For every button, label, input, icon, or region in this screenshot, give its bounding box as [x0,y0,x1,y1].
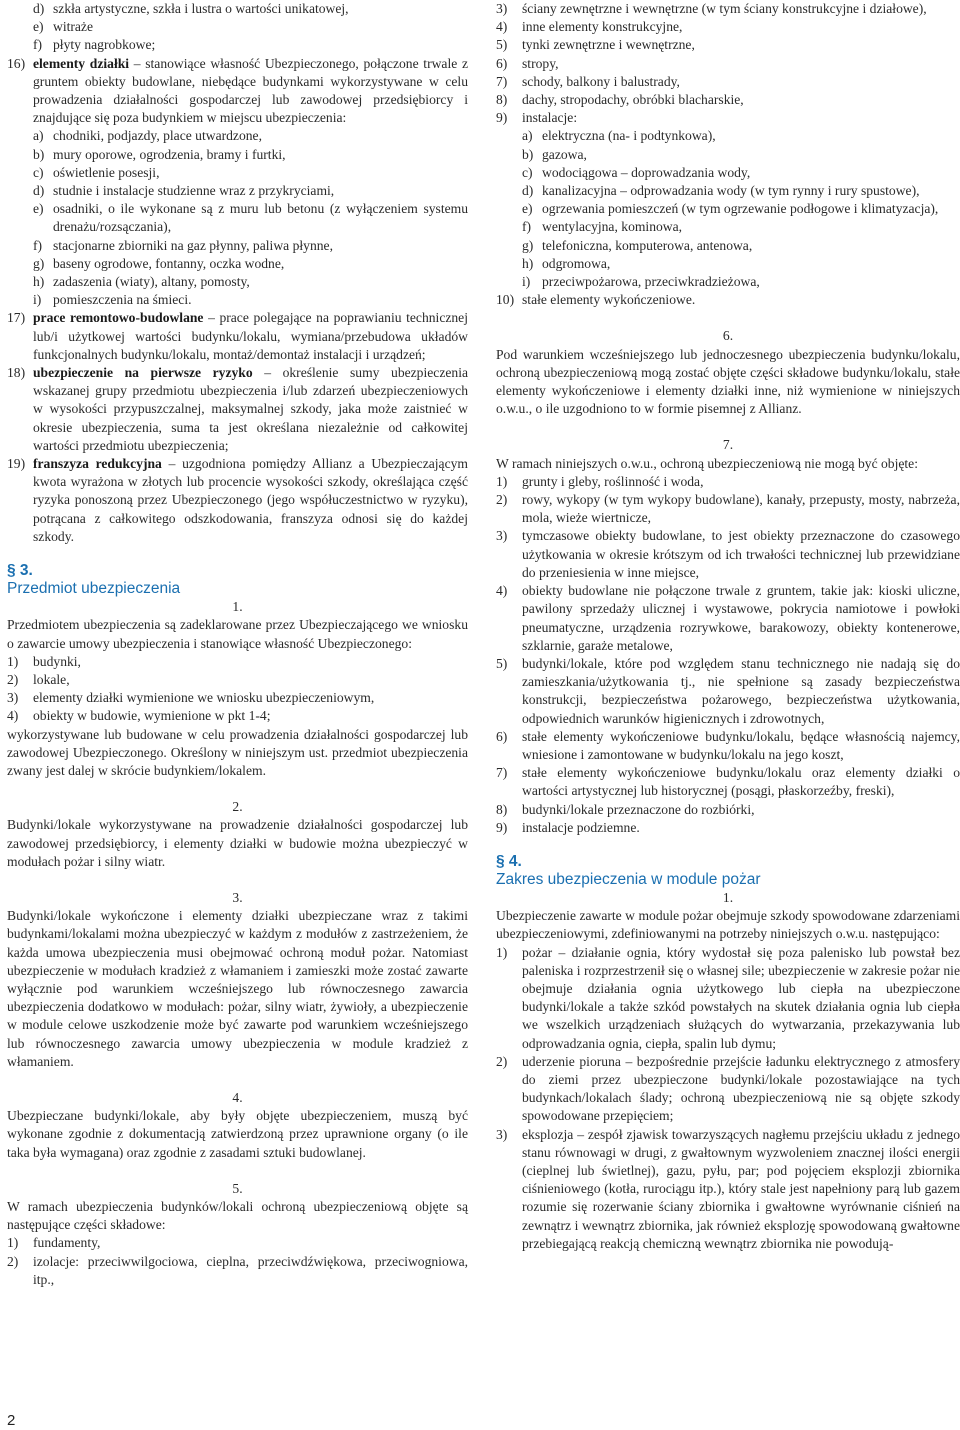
list-item [496,582,960,655]
paragraph-number: 5. [232,1180,243,1196]
item-text: wentylacyjna, kominowa, [542,219,683,235]
item-text: tynki zewnętrzne i wewnętrzne, [522,37,695,53]
paragraph-text: Przedmiotem ubezpieczenia są zadeklarowane przez Ubezpieczającego we wniosku o zawarcie umowy ubezpieczenia i stanowiące własność Ubezpieczonego: [7,617,468,651]
item-text: pożar – działanie ognia, który wydostał się poza palenisko lub powstał bez paleniska i rozprzestrzenił się o własnej sile; ubezpieczenie w zakresie pożar nie obejmuje działania ognia użytkowego lub ciepła na ubezpieczone budynki/lokale a także szkód powstałych na skutek działania ognia lub ciepła we wszelkich urządzeniach służących do wytwarzania, przekazywania lub odprowadzania ognia, ciepła, spalin lub dymu; [522,944,960,1051]
paragraph-text: wykorzystywane lub budowane w celu prowadzenia działalności gospodarczej lub zawodowej Ubezpieczonego. Określony w niniejszym ust. przedmiot ubezpieczenia zwany jest dalej w skrócie budynkiem/lokalem. [7,726,468,778]
list-item [496,655,960,728]
item-text: stacjonarne zbiorniki na gaz płynny, paliwa płynne, [53,237,333,253]
section-number: § 3. [7,562,33,580]
list-item [496,200,960,218]
list-item [7,1253,468,1289]
def-term: elementy działki [33,55,130,71]
item-text: dachy, stropodachy, obróbki blacharskie, [522,92,744,108]
left-column [7,0,468,1289]
list-item [496,36,960,54]
def-number: 16) [7,55,26,71]
item-text: obiekty budowlane nie połączone trwale z gruntem, takie jak: kioski uliczne, pawilony sprzedaży ulicznej i wystawowe, pokrycia namiotowe i powłoki pneumatyczne, urządzenia rozrywkowe, barakowozy, obiekty kontenerowe, szklarnie, garaże metalowe, [522,583,960,653]
paragraph-number: 1. [232,599,243,615]
item-number: 2) [496,492,508,508]
paragraph-text: Ubezpieczenie zawarte w module pożar obejmuje szkody spowodowane zdarzeniami ubezpieczeniowymi, zdefiniowanymi na potrzeby niniejszych o.w.u. następująco: [496,908,960,942]
item-number: 1) [7,1235,19,1251]
paragraph-text: Pod warunkiem wcześniejszego lub jednoczesnego ubezpieczenia budynku/lokalu, ochroną ubezpieczeniową mogą zostać objęte części składowe budynku/lokalu, stałe elementy wykończeniowe i elementy działki inne, niż wymienione w niniejszych o.w.u., o ile uzgodniono to w formie pisemnej z Allianz. [496,346,960,417]
item-number: c) [33,164,44,180]
item-text: fundamenty, [33,1235,101,1251]
item-number: a) [33,128,44,144]
right-column [496,0,960,1253]
item-number: b) [522,146,534,162]
item-number: 3) [496,1126,508,1142]
list-item [7,200,468,236]
s5-items-continued [496,0,960,127]
item-number: d) [522,183,534,199]
item-text: odgromowa, [542,255,611,271]
item-number: g) [522,237,534,253]
definition-18 [7,364,468,455]
item-text: schody, balkony i balustrady, [522,73,680,89]
item-number: f) [33,237,43,253]
item-number: d) [33,183,45,199]
item-text: eksplozja – zespół zjawisk towarzyszących nagłemu przejściu układu z jednego stanu równowagi w drugi, z gwałtownym wyzwoleniem znacznej ilości energii (cieplnej lub świetlnej), gazu, pyłu, par; pod pojęciem eksplozji zbiornika ciśnieniowego (kotła, rurociągu itp.), który stale jest napełniony parą lub gazem rozumie się rozerwanie ściany zbiornika i gwałtowne wyrównanie ciśnień na zewnątrz i wewnątrz zbiornika, jak również eksplozję spowodowaną gwałtowne przebiegającą reakcją chemiczną wewnątrz zbiornika nie powodują- [522,1126,960,1251]
list-item [496,1126,960,1253]
paragraph-number: 6. [722,328,734,344]
item-text: rowy, wykopy (w tym wykopy budowlane), kanały, przepusty, mosty, nabrzeża, mola, wieże wiertnicze, [522,492,960,526]
list-item [7,237,468,255]
item-number: i) [522,274,531,290]
item-text: telefoniczna, komputerowa, antenowa, [542,237,753,253]
list-item [7,18,468,36]
item-number: 4) [496,583,508,599]
list-item [7,653,468,671]
item-number: e) [33,19,44,35]
list-item [496,146,960,164]
item-number: 3) [7,690,19,706]
z1-items-list [496,944,960,1253]
list-item [496,237,960,255]
def-text: – określenie sumy ubezpieczenia wskazanej grupy przedmiotu ubezpieczenia i/lub zdarzeń ubezpieczeniowych w wysokości przypuszczalnej, maksymalnej szkody, jaka może zaistnieć w okresie ubezpieczenia, suma ta jest określana niezależnie od całkowitej wartości przedmiotu ubezpieczenia; [33,365,469,453]
list-item [496,18,960,36]
item-number: 4) [496,19,508,35]
item-text: elementy działki wymienione we wniosku ubezpieczeniowym, [33,690,375,706]
item-text: budynki/lokale, które pod względem stanu technicznego nie nadają się do zamieszkania/użytkowania tj., nie spełnione są zasady bezpieczeństwa konstrukcji, bezpieczeństwa pożarowego, bezpieczeństwa użytkowania, odpowiednich warunków higienicznych i zdrowotnych, [522,655,960,726]
item-text: witraże [53,19,93,35]
item-number: f) [33,37,43,53]
list-item [7,146,468,164]
item-text: stałe elementy wykończeniowe budynku/lokalu, będące własnością najemcy, wniesione i zamontowane w budynku/lokalu na jego koszt, [522,728,960,762]
item-text: szkła artystyczne, szkła i lustra o wartości unikatowej, [53,1,349,16]
item-text: grunty i gleby, roślinność i woda, [522,473,704,489]
def-term: franszyza redukcyjna [33,456,162,472]
list-item [7,707,468,725]
def-text: – stanowiące własność Ubezpieczonego, połączone trwale z gruntem obiekty budowlane, niebędące budynkami wykorzystywane w celu prowadzenia działalności gospodarczej lub zawodowej przedsiębiorcy i znajdujące się poza budynkiem w miejscu ubezpieczenia: [33,55,468,126]
list-item [7,671,468,689]
item-text: instalacje podziemne. [522,819,640,835]
item-text: inne elementy konstrukcyjne, [522,19,683,35]
list-item [496,473,960,491]
paragraph-number: 1. [722,889,734,905]
item-text: pomieszczenia na śmieci. [53,292,192,308]
paragraph-number: 4. [232,1089,243,1105]
item-text: przeciwpożarowa, przeciwkradzieżowa, [542,274,760,290]
item-text: kanalizacyjna – odprowadzania wody (w tym rynny i rury spustowe), [542,183,920,199]
s7-items-list [496,473,960,837]
item-text: stałe elementy wykończeniowe budynku/lokalu oraz elementy działki o wartości artystycznej lub historycznej (posągi, płaskorzeźby, freski), [522,765,960,799]
item-text: uderzenie pioruna – bezpośrednie przejście ładunku elektrycznego z atmosfery do ziemi przez ubezpieczone budynki/lokale pozostawiające na tych budynkach/lokalach ślady; ochroną ubezpieczeniową nie są objęte szkody spowodowane przepięciem; [522,1053,960,1124]
item-text: wodociągowa – doprowadzania wody, [542,164,751,180]
def-term: ubezpieczenie na pierwsze ryzyko [33,365,253,381]
section-title: Zakres ubezpieczenia w module pożar [496,870,761,888]
list-item [7,291,468,309]
list-item [7,1234,468,1252]
item-number: 9) [496,110,508,126]
item-text: ogrzewania pomieszczeń (w tym ogrzewanie podłogowe i klimatyzacja), [542,201,939,217]
item-number: e) [33,201,44,217]
section-title: Przedmiot ubezpieczenia [7,580,181,598]
item-number: d) [33,1,45,16]
item-text: tymczasowe obiekty budowlane, to jest obiekty przeznaczone do czasowego użytkowania w okresie krótszym od ich trwałości technicznej lub przewidziane do przeniesienia w inne miejsce, [522,528,960,580]
definition-19 [7,455,468,546]
paragraph-text: Budynki/lokale wykończone i elementy działki ubezpieczane wraz z takimi budynkami/lokalami można ubezpieczyć w każdym z modułów z zastrzeżeniem, że każda umowa ubezpieczenia musi obejmować ochroną moduł pożar. Natomiast ubezpieczenie w modułach kradzież z włamaniem i zamieszki może zostać zawarte wyłącznie pod warunkiem wcześniejszego lub równoczesnego zawarcia ubezpieczenia dodatkowo w modułach: pożar, silny wiatr, żywioły, a ubezpieczenie w module celowe uszkodzenie może być zawarte pod warunkiem wcześniejszego lub równoczesnego zawarcia umowy ubezpieczenia w module kradzież z włamaniem. [7,908,468,1069]
list-item [496,182,960,200]
paragraph-text: Budynki/lokale wykorzystywane na prowadzenie działalności gospodarczej lub zawodowej przedsiębiorcy, i elementy działki w budowie można ubezpieczyć w modułach pożar i silny wiatr. [7,817,468,869]
list-item [496,73,960,91]
list-item [7,164,468,182]
item-text: zadaszenia (wiaty), altany, pomosty, [53,274,250,290]
list-item [496,764,960,800]
item-text: chodniki, podjazdy, place utwardzone, [53,128,262,144]
item-text: budynki, [33,653,81,669]
item-text: mury oporowe, ogrodzenia, bramy i furtki, [53,146,286,162]
paragraph-number: 7. [722,437,734,453]
item-text: stropy, [522,55,559,71]
list-item [496,819,960,837]
list-item [496,218,960,236]
item-number: h) [522,255,534,271]
installation-subitems [496,127,960,291]
paragraph-number: 3. [232,889,243,905]
list-item [496,164,960,182]
item-text: płyty nagrobkowe; [53,37,156,53]
paragraph-text: W ramach ubezpieczenia budynków/lokali ochroną ubezpieczeniową objęte są następujące części składowe: [7,1198,468,1233]
def-number: 18) [7,365,26,381]
item-number: b) [33,146,45,162]
list-item [496,491,960,527]
item-number: 3) [496,528,508,544]
list-item [496,728,960,764]
item-number: 5) [496,37,508,53]
paragraph-text: W ramach niniejszych o.w.u., ochroną ubezpieczeniową nie mogą być objęte: [496,455,918,471]
item-number: 9) [496,819,508,835]
item-number: 5) [496,655,508,671]
list-item [496,527,960,582]
item-number: f) [522,219,532,235]
item-number: h) [33,274,45,290]
item-text: izolacje: przeciwwilgociowa, cieplna, przeciwdźwiękowa, przeciwogniowa, itp., [33,1253,468,1287]
list-item [7,127,468,145]
def-number: 19) [7,456,26,472]
paragraph-number: 2. [232,799,243,815]
list-item [7,273,468,291]
item-number: 3) [496,1,508,16]
item-number: 7) [496,765,508,781]
def-number: 17) [7,310,26,326]
list-item [496,91,960,109]
item-number: 6) [496,728,508,744]
list-item [7,689,468,707]
def-term: prace remontowo-budowlane [33,310,204,326]
page-number: 2 [7,1412,16,1429]
list-item [7,182,468,200]
item-number: 1) [496,944,508,960]
item-text: studnie i instalacje studzienne wraz z przykryciami, [53,183,335,199]
item-number: 2) [496,1053,508,1069]
top-items-list [7,0,468,55]
list-item [7,36,468,54]
paragraph-text: Ubezpieczane budynki/lokale, aby były objęte ubezpieczeniem, muszą być wykonane zgodnie z dokumentacją zatwierdzoną przez uprawnione organy (o ile taka była wymagana) oraz zgodnie z zasadami sztuki budowlanej. [7,1108,468,1160]
item-number: i) [33,292,42,308]
s5-items-list [7,1234,468,1289]
item-text: oświetlenie posesji, [53,164,160,180]
item-text: baseny ogrodowe, fontanny, oczka wodne, [53,255,285,271]
list-item [496,1053,960,1126]
item-number: c) [522,164,533,180]
list-item [496,109,960,127]
item-number: e) [522,201,533,217]
def-text: – uzgodniona pomiędzy Allianz a Ubezpieczającym kwota wyrażona w złotych lub procencie wysokości szkody, określająca część ryzyka ponoszoną przez Ubezpieczonego (jego współuczestnictwo w ryzyku), potrącana z całkowitego odszkodowania, franszyza odnosi się do każdej szkody. [33,456,468,544]
list-item [496,291,960,309]
s1-items-list [7,653,468,726]
item-number: 10) [496,292,515,308]
item-number: 8) [496,801,508,817]
def16-subitems [7,127,468,309]
def-text: – prace polegające na poprawianiu technicznej lub/i użytkowej wartości budynku/lokalu, wymiana/przebudowa układów funkcjonalnych budynku/lokalu, montaż/demontaż instalacji i urządzeń; [33,310,468,362]
definition-16 [7,55,468,128]
item-number: 2) [7,1253,19,1269]
definition-17 [7,309,468,364]
item-number: 1) [7,653,19,669]
item-number: 1) [496,473,508,489]
list-item [496,944,960,1053]
item-text: ściany zewnętrzne i wewnętrzne (w tym ściany konstrukcyjne i działowe), [522,1,927,16]
item-number: 8) [496,92,508,108]
section-number: § 4. [496,852,522,870]
item-text: osadniki, o ile wykonane są z muru lub betonu (z wyłączeniem systemu drenażu/rozsączania), [53,201,468,235]
item-text: budynki/lokale przeznaczone do rozbiórki, [522,801,755,817]
item-number: 2) [7,671,19,687]
list-item [496,0,960,18]
item-number: 7) [496,73,508,89]
item-number: a) [522,128,533,144]
list-item [7,255,468,273]
list-item [496,127,960,145]
item-number: g) [33,255,45,271]
item-text: obiekty w budowie, wymienione w pkt 1-4; [33,708,271,724]
item-text: stałe elementy wykończeniowe. [522,292,696,308]
item-text: gazowa, [542,146,587,162]
list-item [496,273,960,291]
item-number: 4) [7,708,19,724]
list-item [496,801,960,819]
list-item [496,255,960,273]
item-number: 6) [496,55,508,71]
item-text: instalacje: [522,110,578,126]
item-text: elektryczna (na- i podtynkowa), [542,128,716,144]
list-item [7,0,468,18]
item-text: lokale, [33,671,70,687]
list-item [496,55,960,73]
